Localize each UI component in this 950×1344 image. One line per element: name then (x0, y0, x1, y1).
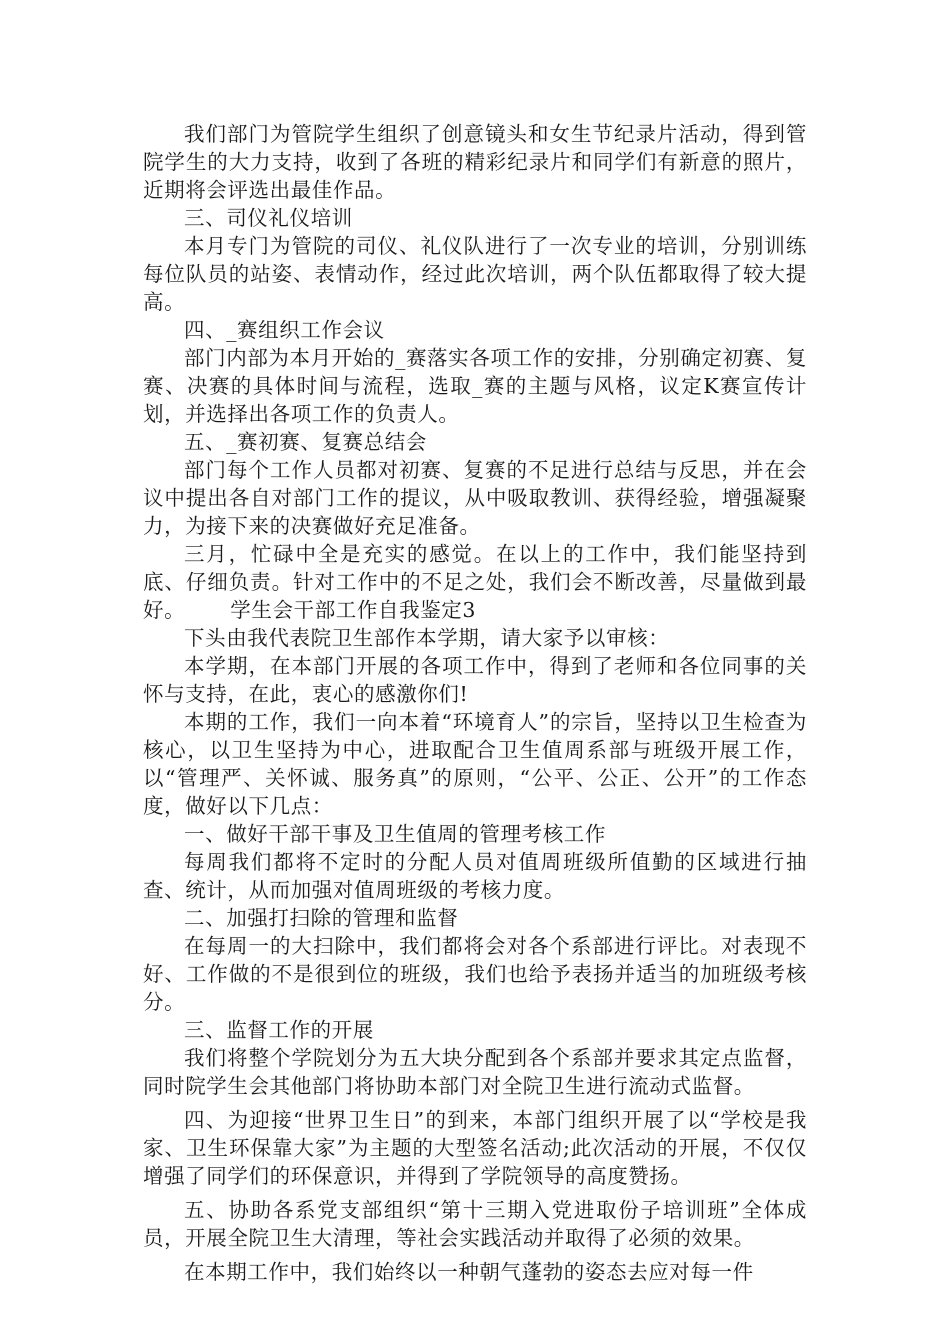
paragraph: 部门每个工作人员都对初赛、复赛的不足进行总结与反思，并在会议中提出各自对部门工作的提议，从中吸取教训、获得经验，增强凝聚力，为接下来的决赛做好充足准备。 (143, 458, 807, 538)
paragraph: 我们部门为管院学生组织了创意镜头和女生节纪录片活动，得到管院学生的大力支持，收到了各班的精彩纪录片和同学们有新意的照片，近期将会评选出最佳作品。 (143, 122, 807, 202)
paragraph-with-title (143, 540, 807, 624)
paragraph: 本期的工作，我们一向本着“环境育人”的宗旨，坚持以卫生检查为核心，以卫生坚持为中心，进取配合卫生值周系部与班级开展工作，以“管理严、关怀诚、服务真”的原则，“公平、公正、公开”的工作态度，做好以下几点： (143, 710, 807, 818)
paragraph-text: 三月，忙碌中全是充实的感觉。在以上的工作中，我们能坚持到底、仔细负责。针对工作中的不足之处，我们会不断改善，尽量做到最好。 (143, 542, 807, 622)
section-heading: 一、做好干部干事及卫生值周的管理考核工作 (184, 822, 606, 846)
paragraph: 本学期，在本部门开展的各项工作中，得到了老师和各位同事的关怀与支持，在此，衷心的感激你们! (143, 654, 807, 706)
section-heading: 四、_赛组织工作会议 (184, 318, 385, 342)
paragraph: 在每周一的大扫除中，我们都将会对各个系部进行评比。对表现不好、工作做的不是很到位的班级，我们也给予表扬并适当的加班级考核分。 (143, 934, 807, 1014)
paragraph: 部门内部为本月开始的_赛落实各项工作的安排，分别确定初赛、复赛、决赛的具体时间与流程，选取_赛的主题与风格，议定K赛宣传计划，并选择出各项工作的负责人。 (143, 346, 807, 426)
document-body (143, 120, 807, 1286)
document-title: 学生会干部工作自我鉴定3 (230, 598, 477, 622)
paragraph: 五、协助各系党支部组织“第十三期入党进取份子培训班”全体成员，开展全院卫生大清理，等社会实践活动并取得了必须的效果。 (143, 1198, 807, 1250)
paragraph: 本月专门为管院的司仪、礼仪队进行了一次专业的培训，分别训练每位队员的站姿、表情动作，经过此次培训，两个队伍都取得了较大提高。 (143, 234, 807, 314)
paragraph: 我们将整个学院划分为五大块分配到各个系部并要求其定点监督，同时院学生会其他部门将协助本部门对全院卫生进行流动式监督。 (143, 1046, 807, 1098)
paragraph: 四、为迎接“世界卫生日”的到来，本部门组织开展了以“学校是我家、卫生环保靠大家”为主题的大型签名活动;此次活动的开展，不仅仅增强了同学们的环保意识，并得到了学院领导的高度赞扬。 (143, 1108, 807, 1188)
paragraph: 下头由我代表院卫生部作本学期，请大家予以审核： (184, 626, 670, 650)
section-heading: 三、监督工作的开展 (184, 1018, 374, 1042)
section-heading: 三、司仪礼仪培训 (184, 206, 353, 230)
paragraph: 在本期工作中，我们始终以一种朝气蓬勃的姿态去应对每一件 (184, 1260, 754, 1284)
paragraph: 每周我们都将不定时的分配人员对值周班级所值勤的区域进行抽查、统计，从而加强对值周班级的考核力度。 (143, 850, 807, 902)
section-heading: 二、加强打扫除的管理和监督 (184, 906, 459, 930)
section-heading: 五、_赛初赛、复赛总结会 (184, 430, 427, 454)
